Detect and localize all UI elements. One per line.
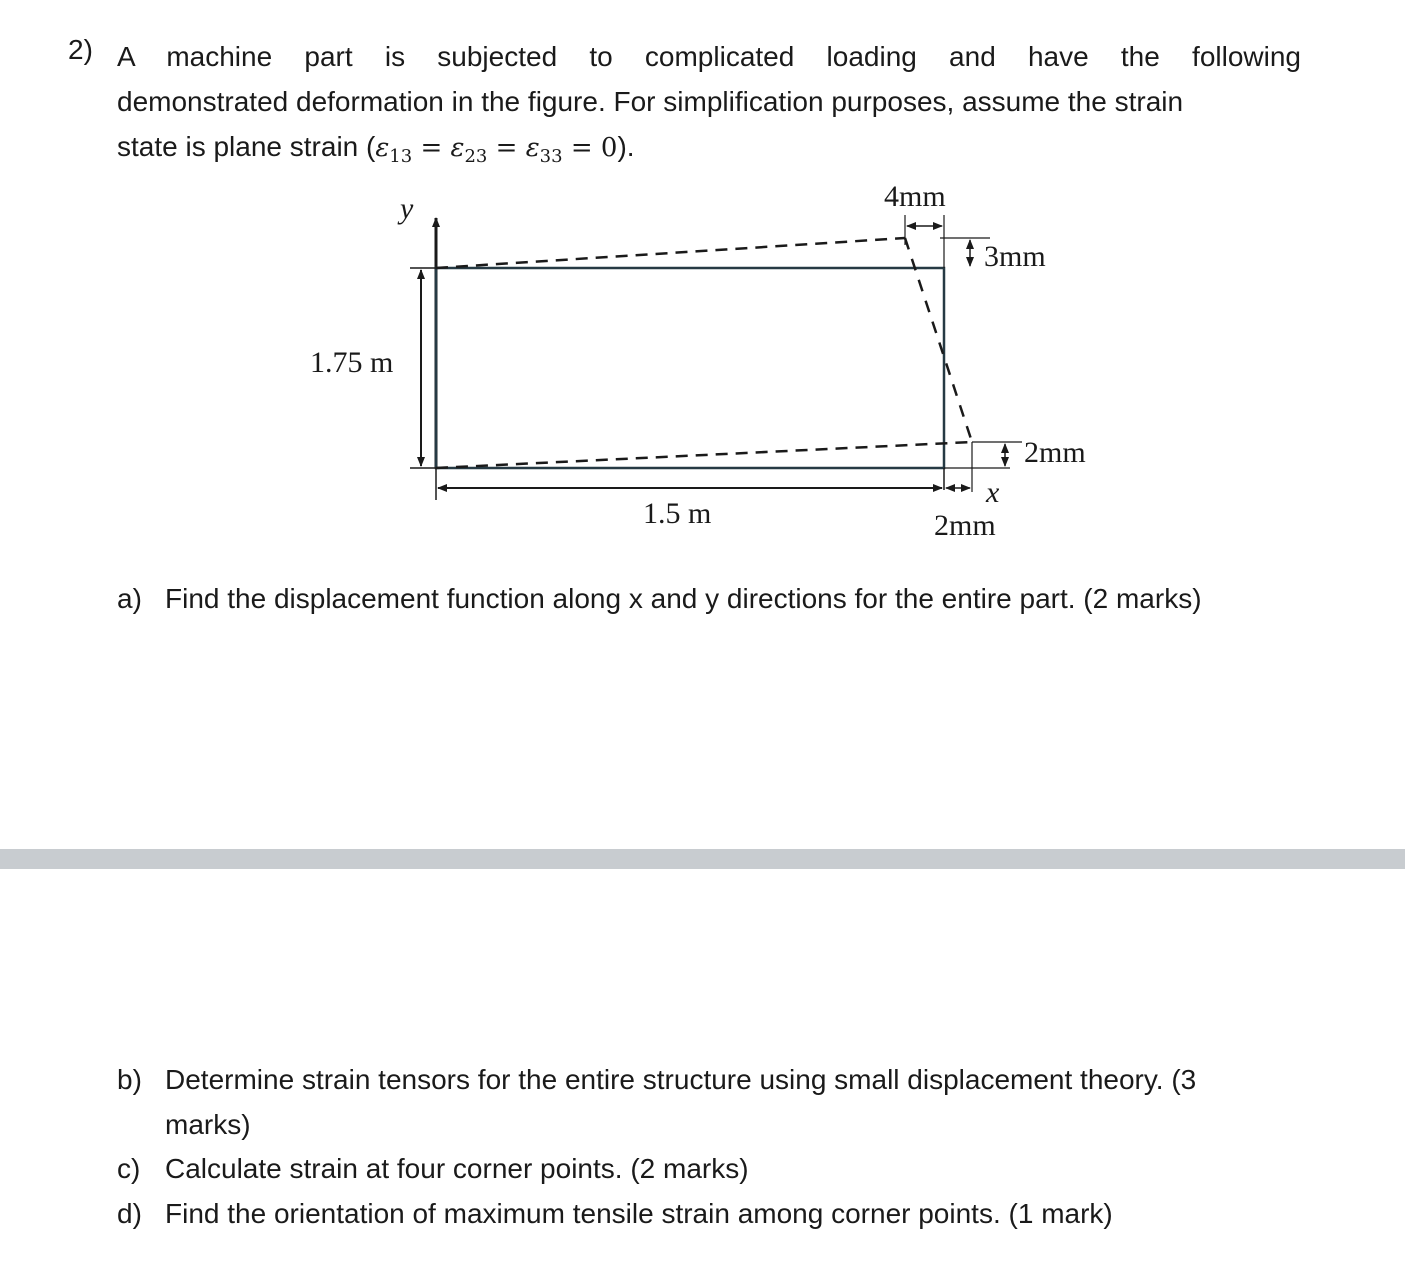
question-text — [117, 34, 1301, 179]
bottom-drop-label: 2mm — [1024, 436, 1086, 469]
part-c-text: Calculate strain at four corner points. (2 marks) — [165, 1153, 749, 1184]
equals-1: = — [412, 133, 451, 163]
sub-33: 33 — [539, 146, 563, 168]
deformed-bottom-edge — [436, 442, 972, 468]
part-b-line-2: marks) — [165, 1109, 251, 1140]
part-c — [117, 1146, 1317, 1191]
x-axis-label: x — [986, 476, 1000, 509]
epsilon-33: ε — [525, 133, 540, 163]
top-drop-label: 3mm — [984, 240, 1046, 273]
line-3-prefix: state is plane strain ( — [117, 131, 376, 162]
width-label: 1.5 m — [643, 497, 712, 530]
height-label: 1.75 m — [310, 346, 394, 379]
section-divider — [0, 849, 1405, 869]
bottom-shift-label: 2mm — [934, 509, 996, 542]
part-b-text — [165, 1057, 1305, 1147]
equals-2: = — [487, 133, 526, 163]
line-3-suffix: ). — [617, 131, 635, 162]
part-a — [117, 576, 1317, 621]
equals-zero: = 0 — [562, 133, 618, 163]
part-d — [117, 1191, 1317, 1236]
part-c-label: c) — [117, 1153, 141, 1184]
part-a-text: Find the displacement function along x and y directions for the entire part. (2 marks) — [165, 583, 1202, 614]
top-shift-label: 4mm — [884, 180, 946, 213]
deformation-figure — [290, 170, 1140, 550]
y-axis-label: y — [400, 192, 414, 225]
sub-13: 13 — [389, 146, 413, 168]
plane-strain-condition — [375, 133, 618, 168]
question-line-1: A machine part is subjected to complicated loading and have the following — [117, 41, 1301, 72]
question-line-2: demonstrated deformation in the figure. For simplification purposes, assume the strain — [117, 86, 1184, 117]
part-d-text: Find the orientation of maximum tensile strain among corner points. (1 mark) — [165, 1198, 1113, 1229]
part-d-label: d) — [117, 1198, 142, 1229]
deformed-top-edge — [436, 238, 905, 268]
part-b-label: b) — [117, 1064, 142, 1095]
epsilon-23: ε — [450, 133, 465, 163]
part-a-label: a) — [117, 583, 142, 614]
part-b-line-1: Determine strain tensors for the entire structure using small displacement theory. (3 — [165, 1064, 1197, 1095]
part-b — [117, 1057, 1317, 1147]
question-number: 2) — [68, 34, 93, 65]
epsilon-13: ε — [375, 133, 390, 163]
sub-23: 23 — [464, 146, 488, 168]
original-shape — [436, 268, 944, 468]
